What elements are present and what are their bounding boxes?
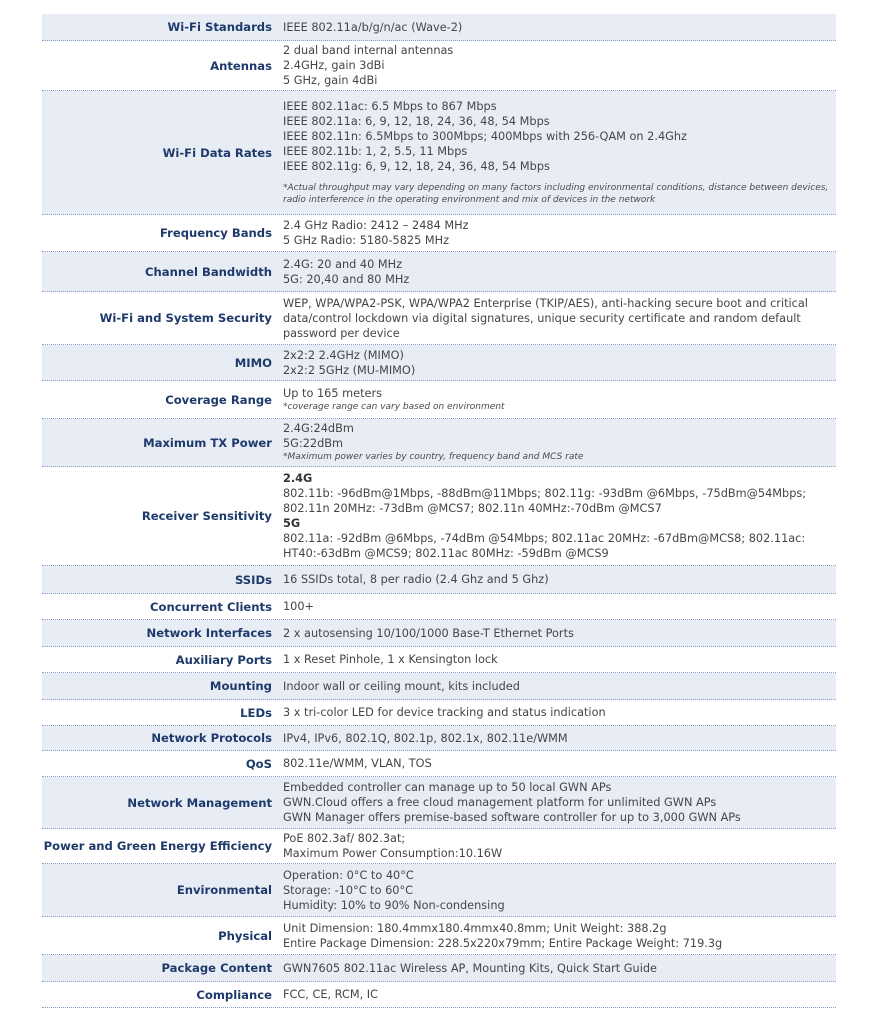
spec-value-line: FCC, CE, RCM, IC (283, 988, 378, 1001)
spec-label: Wi-Fi and System Security (99, 311, 272, 325)
spec-value-line: Maximum Power Consumption:10.16W (283, 847, 503, 860)
spec-table (42, 14, 836, 1008)
spec-row-maximum-tx-power (42, 419, 836, 467)
spec-value-line: 802.11b: -96dBm@1Mbps, -88dBm@11Mbps; 802.11g: -93dBm @6Mbps, -75dBm@54Mbps; 802.11n 20MHz: -73dBm @MCS7; 802.11n 40MHz:-70dBm @MCS7 (283, 487, 807, 515)
spec-value-line: GWN.Cloud offers a free cloud management platform for unlimited GWN APs (283, 796, 717, 809)
spec-value-line: IEEE 802.11g: 6, 9, 12, 18, 24, 36, 48, 54 Mbps (283, 160, 550, 173)
spec-value (278, 292, 836, 344)
spec-row-package-content (42, 955, 836, 982)
spec-value (278, 955, 836, 981)
spec-value-line: 2 dual band internal antennas (283, 44, 454, 57)
spec-value (278, 673, 836, 699)
spec-value-line: PoE 802.3af/ 802.3at; (283, 832, 406, 845)
spec-footnote: *coverage range can vary based on environment (283, 401, 505, 412)
spec-value-line: IPv4, IPv6, 802.1Q, 802.1p, 802.1x, 802.11e/WMM (283, 731, 568, 745)
spec-row-environmental (42, 864, 836, 917)
spec-label: Power and Green Energy Efficiency (43, 839, 272, 853)
spec-row-auxiliary-ports (42, 647, 836, 673)
spec-label: Compliance (196, 987, 272, 1002)
spec-label: QoS (245, 756, 272, 771)
spec-subheading: 2.4G (283, 472, 313, 485)
spec-value-line: 2x2:2 5GHz (MU-MIMO) (283, 363, 416, 377)
spec-value (278, 14, 836, 40)
spec-row-network-interfaces (42, 620, 836, 647)
spec-value (278, 700, 836, 725)
spec-value (278, 91, 836, 214)
spec-value-line: GWN Manager offers premise-based software controller for up to 3,000 GWN APs (283, 811, 741, 824)
spec-value (278, 345, 836, 380)
spec-label: Maximum TX Power (143, 435, 272, 450)
spec-value (278, 829, 836, 863)
spec-row-wi-fi-and-system-security (42, 292, 836, 345)
spec-label: Concurrent Clients (149, 599, 272, 614)
spec-value-line: 2 x autosensing 10/100/1000 Base-T Ethernet Ports (283, 626, 574, 640)
spec-value-line: Entire Package Dimension: 228.5x220x79mm; Entire Package Weight: 719.3g (283, 936, 723, 950)
spec-row-ssids (42, 566, 836, 594)
spec-value-line: Embedded controller can manage up to 50 local GWN APs (283, 781, 612, 794)
spec-value-line: 5G: 20,40 and 80 MHz (283, 272, 410, 286)
spec-row-wi-fi-data-rates (42, 91, 836, 215)
spec-row-frequency-bands (42, 215, 836, 252)
spec-row-receiver-sensitivity (42, 467, 836, 566)
spec-value (278, 917, 836, 954)
spec-label: Channel Bandwidth (145, 264, 272, 279)
spec-spacer (283, 174, 830, 182)
spec-label: Wi-Fi Standards (167, 20, 272, 34)
spec-value-line: IEEE 802.11a/b/g/n/ac (Wave-2) (283, 20, 463, 34)
spec-label: Network Protocols (151, 731, 272, 745)
spec-value-line: 2x2:2 2.4GHz (MIMO) (283, 348, 404, 362)
spec-row-channel-bandwidth (42, 252, 836, 292)
spec-label: Mounting (209, 679, 272, 693)
spec-value-line: IEEE 802.11ac: 6.5 Mbps to 867 Mbps (283, 100, 497, 113)
spec-value-line: 5G:22dBm (283, 437, 344, 450)
spec-label: Antennas (210, 58, 272, 73)
spec-row-concurrent-clients (42, 594, 836, 620)
spec-label: Coverage Range (165, 392, 272, 407)
spec-value (278, 864, 836, 916)
spec-value (278, 381, 836, 418)
spec-label: Receiver Sensitivity (141, 509, 272, 523)
spec-value-line: IEEE 802.11b: 1, 2, 5.5, 11 Mbps (283, 145, 468, 158)
spec-value-line: Operation: 0°C to 40°C (283, 868, 414, 882)
spec-value (278, 726, 836, 750)
spec-value-line: 1 x Reset Pinhole, 1 x Kensington lock (283, 653, 498, 666)
spec-row-mimo (42, 345, 836, 381)
spec-value-line: WEP, WPA/WPA2-PSK, WPA/WPA2 Enterprise (TKIP/AES), anti-hacking secure boot and critical data/control lockdown via digital signatures, unique security certificate and random default password per device (283, 296, 808, 340)
spec-row-physical (42, 917, 836, 955)
spec-value (278, 566, 836, 593)
spec-value-line: 802.11e/WMM, VLAN, TOS (283, 757, 432, 770)
spec-label: Wi-Fi Data Rates (162, 145, 272, 160)
spec-value-line: 2.4G:24dBm (283, 422, 354, 435)
spec-row-network-management (42, 777, 836, 829)
spec-value-line: 2.4GHz, gain 3dBi (283, 59, 385, 72)
spec-label: Environmental (176, 883, 272, 897)
spec-row-qos (42, 751, 836, 777)
spec-value-line: IEEE 802.11a: 6, 9, 12, 18, 24, 36, 48, 54 Mbps (283, 115, 550, 128)
spec-value (278, 467, 836, 565)
spec-label: Auxiliary Ports (175, 652, 272, 667)
spec-subheading: 5G (283, 517, 301, 530)
spec-row-network-protocols (42, 726, 836, 751)
spec-value-line: 5 GHz, gain 4dBi (283, 74, 378, 87)
spec-value-line: Up to 165 meters (283, 386, 382, 400)
spec-value (278, 620, 836, 646)
spec-value (278, 215, 836, 251)
spec-value-line: GWN7605 802.11ac Wireless AP, Mounting Kits, Quick Start Guide (283, 961, 657, 975)
spec-value (278, 419, 836, 466)
spec-value-line: Unit Dimension: 180.4mmx180.4mmx40.8mm; Unit Weight: 388.2g (283, 921, 667, 935)
spec-value (278, 594, 836, 619)
spec-value-line: Humidity: 10% to 90% Non-condensing (283, 898, 505, 912)
spec-row-mounting (42, 673, 836, 700)
spec-row-coverage-range (42, 381, 836, 419)
spec-value-line: Indoor wall or ceiling mount, kits included (283, 679, 520, 693)
spec-value-line: 16 SSIDs total, 8 per radio (2.4 Ghz and 5 Ghz) (283, 573, 549, 586)
spec-label: Network Management (127, 795, 272, 810)
spec-value (278, 252, 836, 291)
spec-label: MIMO (234, 355, 272, 370)
spec-value-line: IEEE 802.11n: 6.5Mbps to 300Mbps; 400Mbps with 256-QAM on 2.4Ghz (283, 130, 687, 143)
spec-label: SSIDs (234, 572, 272, 587)
spec-footnote: *Actual throughput may vary depending on many factors including environmental conditions, distance between devices, radio interference in the operating environment and mix of devices in the network (283, 183, 829, 205)
spec-value-line: 802.11a: -92dBm @6Mbps, -74dBm @54Mbps; 802.11ac 20MHz: -67dBm@MCS8; 802.11ac: HT40:-63dBm @MCS9; 802.11ac 80MHz: -59dBm @MCS9 (283, 532, 806, 560)
spec-value-line: 5 GHz Radio: 5180-5825 MHz (283, 234, 450, 247)
spec-value (278, 647, 836, 672)
spec-label: Frequency Bands (159, 226, 272, 240)
spec-value-line: 100+ (283, 600, 315, 613)
spec-label: LEDs (240, 705, 272, 720)
spec-value-line: 2.4G: 20 and 40 MHz (283, 257, 403, 271)
spec-value-line: Storage: -10°C to 60°C (283, 883, 414, 897)
spec-footnote: *Maximum power varies by country, frequency band and MCS rate (283, 452, 584, 462)
spec-value (278, 777, 836, 828)
spec-label: Physical (218, 928, 272, 943)
spec-value-line: 3 x tri-color LED for device tracking and status indication (283, 706, 606, 719)
spec-value (278, 751, 836, 776)
spec-row-power-and-green-energy-efficiency (42, 829, 836, 864)
spec-value-line: 2.4 GHz Radio: 2412 – 2484 MHz (283, 219, 469, 232)
spec-row-compliance (42, 982, 836, 1008)
spec-label: Package Content (161, 961, 272, 975)
spec-value (278, 982, 836, 1007)
spec-value (278, 41, 836, 90)
spec-row-antennas (42, 41, 836, 91)
spec-label: Network Interfaces (146, 626, 272, 640)
spec-row-leds (42, 700, 836, 726)
spec-row-wi-fi-standards (42, 14, 836, 41)
